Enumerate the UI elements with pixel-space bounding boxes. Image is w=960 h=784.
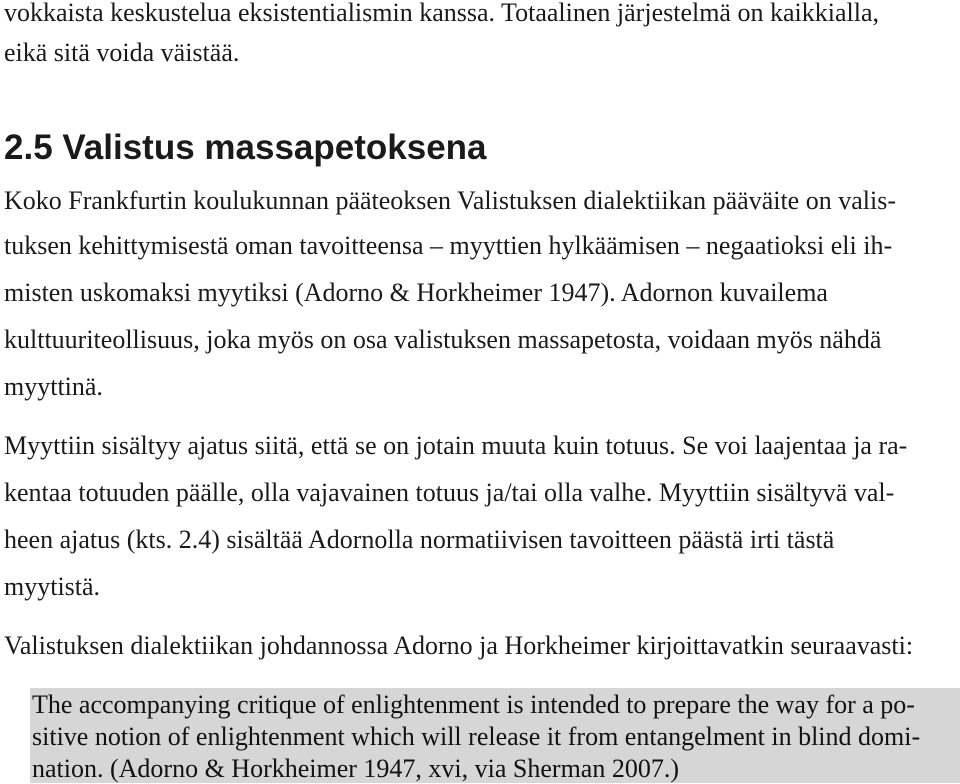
paragraph1-line-4: kulttuuriteollisuus, joka myös on osa valistuksen massapetosta, voidaan myös nähdä (4, 325, 882, 354)
intro-line-1: vokkaista keskustelua eksistentialismin kanssa. Totaalinen järjestelmä on kaikkialla, (4, 0, 879, 27)
paragraph2-line-3: heen ajatus (kts. 2.4) sisältää Adornolla normatiivisen tavoitteen päästä irti tästä (4, 525, 835, 554)
paragraph1-line-5: myyttinä. (4, 372, 103, 401)
section-heading: 2.5 Valistus massapetoksena (4, 128, 487, 167)
quote-line-1: The accompanying critique of enlightenment is intended to prepare the way for a po- (32, 690, 915, 719)
paragraph1-line-3: misten uskomaksi myytiksi (Adorno & Horkheimer 1947). Adornon kuvailema (4, 278, 828, 307)
paragraph1-line-2: tuksen kehittymisestä oman tavoitteensa – myyttien hylkäämisen – negaatioksi eli ih- (4, 231, 893, 260)
paragraph2-line-2: kentaa totuuden päälle, olla vajavainen totuus ja/tai olla valhe. Myyttiin sisältyvä val- (4, 478, 895, 507)
paragraph2-line-4: myytistä. (4, 572, 101, 601)
paragraph2-line-1: Myyttiin sisältyy ajatus siitä, että se on jotain muuta kuin totuus. Se voi laajentaa ja ra- (4, 431, 908, 460)
quote-line-2: sitive notion of enlightenment which will release it from entangelment in blind domi- (32, 722, 921, 751)
intro-line-2: eikä sitä voida väistää. (4, 38, 240, 67)
paragraph1-line-1: Koko Frankfurtin koulukunnan pääteoksen Valistuksen dialektiikan pääväite on valis- (4, 186, 896, 215)
quote-line-3: nation. (Adorno & Horkheimer 1947, xvi, via Sherman 2007.) (32, 754, 679, 783)
paragraph3-line-1: Valistuksen dialektiikan johdannossa Adorno ja Horkheimer kirjoittavatkin seuraavasti: (4, 631, 914, 660)
